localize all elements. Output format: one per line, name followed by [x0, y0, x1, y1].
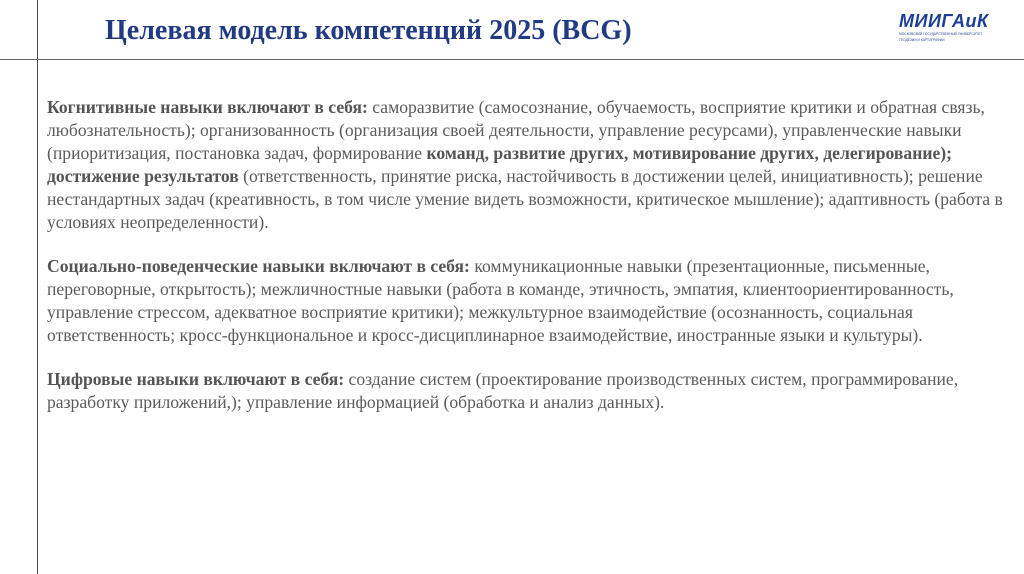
digital-skills-paragraph: [47, 368, 1017, 414]
university-logo: [899, 12, 1009, 48]
digital-skills-lead: Цифровые навыки включают в себя:: [47, 369, 345, 389]
cognitive-skills-lead: Когнитивные навыки включают в себя:: [47, 97, 368, 117]
left-vertical-rule: [37, 0, 38, 574]
slide-title: Целевая модель компетенций 2025 (BCG): [105, 15, 632, 46]
cognitive-skills-text-b: (ответственность, принятие риска, настойчивость в достижении целей, инициативность); решение нестандартных задач (креативность, в том числе умение видеть возможности, критическое мышление); адаптивность (работа в условиях неопределенности).: [47, 166, 1003, 232]
cognitive-skills-highlight: команд, развитие других, мотивирование других, делегирование); достижение результатов: [47, 143, 953, 186]
logo-subtitle-line-1: МОСКОВСКИЙ ГОСУДАРСТВЕННЫЙ УНИВЕРСИТЕТ: [899, 32, 983, 36]
cognitive-skills-paragraph: [47, 96, 1017, 234]
social-skills-paragraph: [47, 255, 1017, 347]
digital-skills-text: создание систем (проектирование производственных систем, программирование, разработку приложений,); управление информацией (обработка и анализ данных).: [47, 369, 959, 412]
cognitive-skills-text-a: саморазвитие (самосознание, обучаемость, восприятие критики и обратная связь, любознательность); организованность (организация своей деятельности, управление ресурсами), управленческие навыки (приоритизация, постановка задач, формирование: [47, 97, 985, 163]
logo-name: МИИГАиК: [899, 11, 989, 31]
slide-body: [47, 96, 1017, 435]
header-horizontal-rule: [0, 59, 1024, 60]
social-skills-text: коммуникационные навыки (презентационные, письменные, переговорные, открытость); межличностные навыки (работа в команде, этичность, эмпатия, клиентоориентированность, управление стрессом, адекватное восприятие критики); межкультурное взаимодействие (осознанность, социальная ответственность; кросс-функциональное и кросс-дисциплинарное взаимодействие, иностранные языки и культуры).: [47, 256, 954, 345]
logo-subtitle-line-2: ГЕОДЕЗИИ И КАРТОГРАФИИ: [899, 38, 945, 43]
social-skills-lead: Социально-поведенческие навыки включают в себя:: [47, 256, 470, 276]
